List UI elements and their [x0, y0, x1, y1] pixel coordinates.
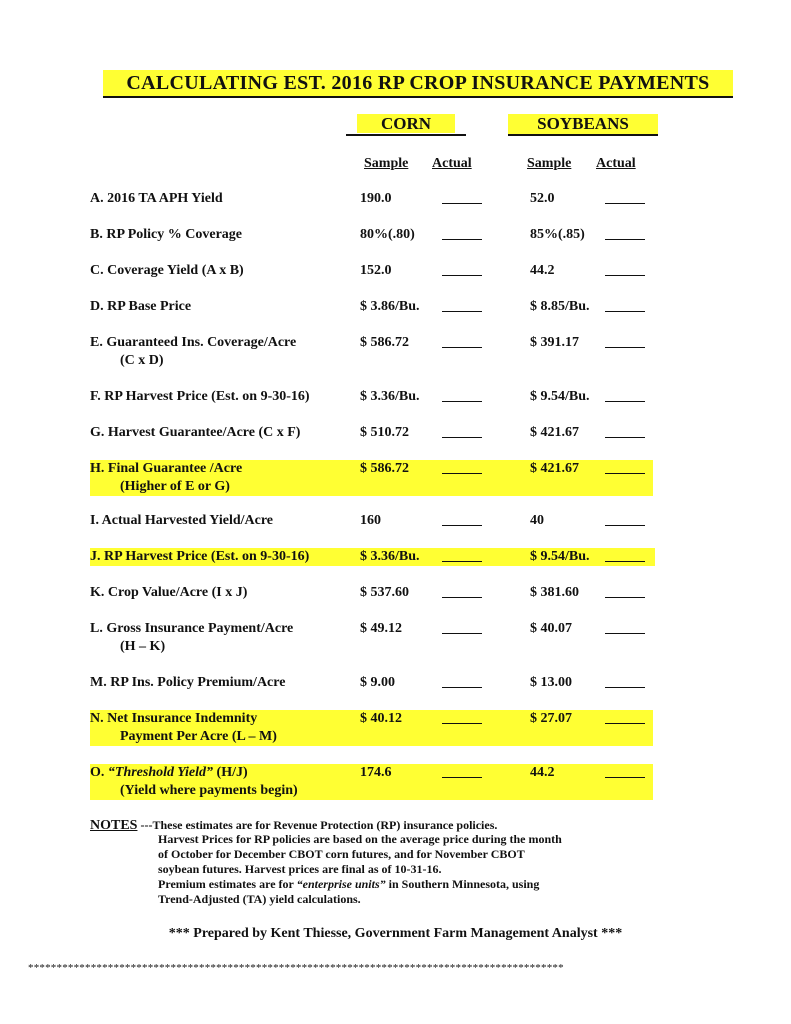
corn-sample-value: 160 [360, 513, 381, 528]
corn-actual-blank [442, 597, 482, 598]
row-label: K. Crop Value/Acre (I x J) [90, 585, 248, 600]
row-label-line-2: (Yield where payments begin) [120, 783, 298, 798]
corn-sample-value: $ 9.00 [360, 675, 395, 690]
corn-actual-blank [442, 275, 482, 276]
row-label-line-2: Payment Per Acre (L – M) [120, 729, 277, 744]
soy-sample-value: $ 40.07 [530, 621, 572, 636]
corn-actual-blank [442, 777, 482, 778]
corn-actual-header: Actual [432, 156, 472, 171]
soy-actual-blank [605, 275, 645, 276]
soy-sample-value: 44.2 [530, 765, 555, 780]
table-row [90, 262, 655, 280]
soy-sample-value: $ 421.67 [530, 461, 579, 476]
notes-line: of October for December CBOT corn futures, and for November CBOT [158, 847, 525, 861]
row-label: F. RP Harvest Price (Est. on 9-30-16) [90, 389, 310, 404]
notes-line-1: ---These estimates are for Revenue Protection (RP) insurance policies. [137, 818, 498, 832]
soy-actual-header: Actual [596, 156, 636, 171]
soy-actual-blank [605, 687, 645, 688]
soy-sample-header: Sample [527, 156, 572, 171]
corn-actual-blank [442, 347, 482, 348]
table-row [90, 388, 655, 406]
soy-actual-blank [605, 401, 645, 402]
notes-line: Trend-Adjusted (TA) yield calculations. [158, 892, 361, 906]
table-row [90, 226, 655, 244]
row-label-line-2: (H – K) [120, 639, 166, 654]
corn-actual-blank [442, 203, 482, 204]
soy-sample-value: 44.2 [530, 263, 555, 278]
soy-actual-blank [605, 473, 645, 474]
corn-sample-value: 152.0 [360, 263, 392, 278]
soy-actual-blank [605, 777, 645, 778]
soy-actual-blank [605, 203, 645, 204]
prepared-by: *** Prepared by Kent Thiesse, Government Farm Management Analyst *** [168, 926, 623, 941]
notes-lines [158, 832, 562, 907]
soy-sample-value: $ 9.54/Bu. [530, 549, 590, 564]
table-row [90, 334, 655, 370]
soy-actual-blank [605, 311, 645, 312]
row-label: B. RP Policy % Coverage [90, 227, 243, 242]
page-title: CALCULATING EST. 2016 RP CROP INSURANCE PAYMENTS [103, 70, 733, 98]
soy-actual-blank [605, 597, 645, 598]
table-row [90, 710, 653, 746]
corn-sample-value: $ 3.86/Bu. [360, 299, 420, 314]
soy-sample-value: $ 9.54/Bu. [530, 389, 590, 404]
corn-actual-blank [442, 561, 482, 562]
soy-actual-blank [605, 561, 645, 562]
soy-sample-value: 40 [530, 513, 544, 528]
row-label: C. Coverage Yield (A x B) [90, 263, 244, 278]
table-row [90, 190, 655, 208]
soy-sample-value: $ 27.07 [530, 711, 572, 726]
table-row [90, 548, 655, 566]
row-label: G. Harvest Guarantee/Acre (C x F) [90, 425, 301, 440]
row-label: N. Net Insurance Indemnity [90, 711, 258, 726]
row-label: E. Guaranteed Ins. Coverage/Acre [90, 335, 297, 350]
row-label: A. 2016 TA APH Yield [90, 191, 223, 206]
soy-sample-value: 52.0 [530, 191, 555, 206]
corn-sample-value: $ 510.72 [360, 425, 409, 440]
row-label: I. Actual Harvested Yield/Acre [90, 513, 274, 528]
notes-line: Harvest Prices for RP policies are based on the average price during the month [158, 832, 562, 846]
corn-actual-blank [442, 311, 482, 312]
table-row [90, 764, 653, 800]
corn-sample-value: 174.6 [360, 765, 392, 780]
corn-actual-blank [442, 473, 482, 474]
corn-sample-value: 80%(.80) [360, 227, 415, 242]
notes-label: NOTES [90, 818, 138, 833]
corn-sample-value: $ 586.72 [360, 335, 409, 350]
soy-actual-blank [605, 633, 645, 634]
soy-sample-value: 85%(.85) [530, 227, 585, 242]
row-label: O. “Threshold Yield” (H/J) [90, 765, 248, 780]
soy-sample-value: $ 381.60 [530, 585, 579, 600]
soybeans-column-header: SOYBEANS [508, 114, 658, 136]
corn-sample-value: $ 537.60 [360, 585, 409, 600]
row-label-line-2: (Higher of E or G) [120, 479, 230, 494]
row-label-line-2: (C x D) [120, 353, 164, 368]
corn-actual-blank [442, 401, 482, 402]
soy-actual-blank [605, 723, 645, 724]
soy-actual-blank [605, 437, 645, 438]
corn-actual-blank [442, 633, 482, 634]
table-row [90, 512, 655, 530]
corn-sample-value: $ 40.12 [360, 711, 402, 726]
corn-actual-blank [442, 525, 482, 526]
soy-sample-value: $ 13.00 [530, 675, 572, 690]
corn-actual-blank [442, 687, 482, 688]
notes-line: soybean futures. Harvest prices are final as of 10-31-16. [158, 862, 442, 876]
row-label: M. RP Ins. Policy Premium/Acre [90, 675, 286, 690]
corn-column-header [346, 114, 466, 136]
table-row [90, 584, 655, 602]
table-row [90, 298, 655, 316]
row-label: D. RP Base Price [90, 299, 192, 314]
corn-sample-value: $ 3.36/Bu. [360, 549, 420, 564]
soy-sample-value: $ 391.17 [530, 335, 579, 350]
corn-sample-header: Sample [364, 156, 409, 171]
table-row [90, 620, 655, 656]
corn-sample-value: $ 3.36/Bu. [360, 389, 420, 404]
corn-actual-blank [442, 437, 482, 438]
corn-header-label: CORN [357, 114, 455, 133]
table-row [90, 674, 655, 692]
notes-line: Premium estimates are for “enterprise units” in Southern Minnesota, using [158, 877, 540, 891]
corn-sample-value: 190.0 [360, 191, 392, 206]
soy-actual-blank [605, 525, 645, 526]
table-row [90, 424, 655, 442]
row-label: H. Final Guarantee /Acre [90, 461, 243, 476]
soy-sample-value: $ 8.85/Bu. [530, 299, 590, 314]
row-label: L. Gross Insurance Payment/Acre [90, 621, 294, 636]
notes-section [90, 818, 690, 906]
soy-actual-blank [605, 347, 645, 348]
table-row [90, 460, 653, 496]
corn-actual-blank [442, 239, 482, 240]
divider-stars: ********************************************************************************************** [28, 962, 564, 974]
corn-actual-blank [442, 723, 482, 724]
soy-sample-value: $ 421.67 [530, 425, 579, 440]
row-label: J. RP Harvest Price (Est. on 9-30-16) [90, 549, 310, 564]
corn-sample-value: $ 586.72 [360, 461, 409, 476]
soy-actual-blank [605, 239, 645, 240]
corn-sample-value: $ 49.12 [360, 621, 402, 636]
